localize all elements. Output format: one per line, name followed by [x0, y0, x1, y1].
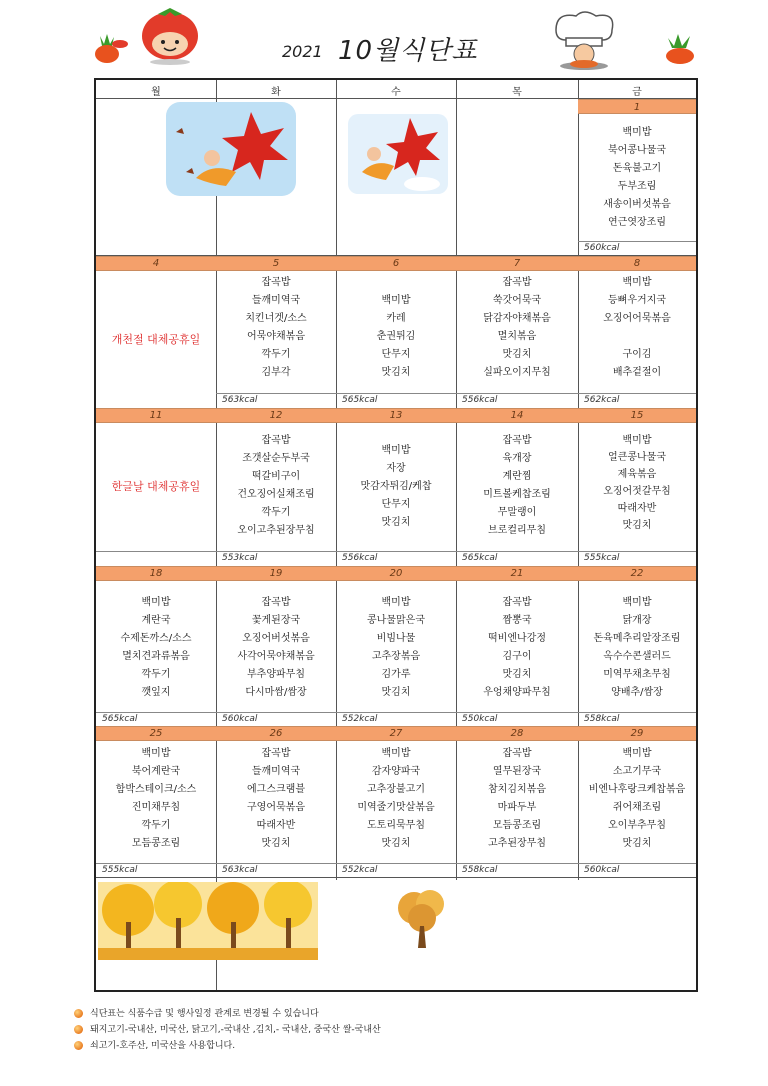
sauce-drop-icon: [110, 38, 130, 50]
weekday-wed: 수: [391, 87, 401, 98]
bullet-icon: [74, 1041, 83, 1050]
menu-item: 김구이: [502, 651, 532, 662]
date-label: 4: [152, 258, 160, 269]
menu-item: 백미밥: [622, 127, 652, 138]
menu-item: 잡곡밥: [261, 597, 291, 608]
menu-item: 건오징어실채조림: [237, 489, 315, 500]
menu-item: 춘권튀김: [376, 331, 416, 342]
autumn-girl-leaf-illustration: [348, 114, 448, 194]
menu-item: 부추양파무침: [247, 669, 305, 680]
menu-item: 배추겉절이: [612, 367, 662, 378]
date-label: 11: [149, 410, 163, 421]
note-text: 돼지고기-국내산, 미국산, 닭고기,-국내산 ,김치,- 국내산, 중국산 쌀-국내산: [90, 1025, 381, 1035]
menu-item: 잡곡밥: [502, 277, 532, 288]
date-label: 14: [510, 410, 524, 421]
menu-item: 깍두기: [261, 507, 291, 518]
menu-cell: [96, 745, 216, 853]
menu-item: 멸치볶음: [497, 331, 537, 342]
row-divider: [96, 877, 696, 878]
date-label: 1: [578, 99, 696, 114]
menu-item: 북어콩나물국: [608, 145, 666, 156]
menu-item: 백미밥: [381, 445, 411, 456]
menu-item: 미역무채초무침: [603, 669, 671, 680]
menu-item: 따래자반: [256, 820, 296, 831]
menu-cell: [578, 432, 696, 534]
kcal-label: 563kcal: [216, 863, 336, 877]
menu-item: 떡갈비구이: [251, 471, 301, 482]
menu-item: 계란찜: [502, 471, 532, 482]
menu-cell: [578, 124, 696, 232]
menu-item: 무말랭이: [497, 507, 537, 518]
menu-item: 북어계란국: [131, 766, 181, 777]
menu-item: 얼큰콩나물국: [608, 452, 666, 463]
menu-item: 구이김: [622, 349, 652, 360]
menu-item: 모듬콩조림: [492, 820, 542, 831]
menu-item: 돈육메추리알장조림: [593, 633, 681, 644]
note-item: [74, 1006, 381, 1022]
menu-item: 맛김치: [502, 349, 532, 360]
menu-item: 김부각: [261, 367, 291, 378]
menu-item: 깍두기: [261, 349, 291, 360]
menu-item: 들깨미역국: [251, 295, 301, 306]
menu-item: 오이부추무침: [608, 820, 666, 831]
menu-item: 두부조림: [617, 181, 657, 192]
kcal-label: 553kcal: [216, 551, 336, 565]
date-label: 18: [149, 568, 163, 579]
weekday-mon: 월: [151, 87, 161, 98]
note-item: [74, 1038, 381, 1054]
bullet-icon: [74, 1025, 83, 1034]
menu-item: 김가루: [381, 669, 411, 680]
menu-item: 다시마쌈/쌈장: [245, 687, 307, 698]
note-item: [74, 1022, 381, 1038]
date-label: 20: [389, 568, 403, 579]
menu-item: 미트볼케찹조림: [483, 489, 551, 500]
menu-item: 어묵야채볶음: [247, 331, 305, 342]
page-title: 10월식단표: [338, 36, 478, 66]
menu-cell: [456, 594, 578, 702]
menu-item: 꽃게된장국: [251, 615, 301, 626]
kcal-label: 555kcal: [578, 551, 696, 565]
menu-cell: [216, 274, 336, 382]
menu-item: 잡곡밥: [502, 435, 532, 446]
menu-item: 백미밥: [622, 597, 652, 608]
menu-item: 떡비엔나강정: [488, 633, 546, 644]
menu-item: 도토리묵무침: [367, 820, 425, 831]
menu-item: 백미밥: [622, 435, 652, 446]
ginkgo-tree-icon: [386, 886, 456, 954]
date-label: 15: [630, 410, 644, 421]
menu-item: 오이고추된장무침: [237, 525, 315, 536]
menu-item: 백미밥: [141, 748, 171, 759]
menu-item: 닭개장: [622, 615, 652, 626]
weekday-fri: 금: [632, 87, 642, 98]
menu-cell: [578, 745, 696, 853]
menu-item: 백미밥: [622, 748, 652, 759]
menu-item: 미역줄기맛살볶음: [357, 802, 435, 813]
menu-item: 치킨너겟/소스: [245, 313, 307, 324]
menu-cell: [578, 274, 696, 382]
menu-item: 멸치견과류볶음: [122, 651, 190, 662]
menu-item: 오징어어묵볶음: [603, 313, 671, 324]
date-label: 12: [269, 410, 283, 421]
menu-cell: [336, 745, 456, 853]
kcal-label: 550kcal: [456, 712, 578, 726]
menu-item: 마파두부: [497, 802, 537, 813]
menu-item: 우엉채양파무침: [483, 687, 551, 698]
menu-item: 백미밥: [381, 748, 411, 759]
kcal-label: 562kcal: [578, 393, 696, 407]
holiday-label: 개천절 대체공휴일: [111, 333, 201, 346]
menu-item: 비빔나물: [376, 633, 416, 644]
date-label: 8: [633, 258, 641, 269]
menu-item: 고추장불고기: [367, 784, 425, 795]
menu-item: 맛감자튀김/케찹: [360, 481, 432, 492]
menu-item: 맛김치: [261, 838, 291, 849]
menu-calendar: [94, 78, 698, 992]
kcal-label: 556kcal: [456, 393, 578, 407]
menu-item: 맛김치: [381, 687, 411, 698]
menu-item: 참치김치볶음: [488, 784, 546, 795]
notes: [74, 1006, 381, 1054]
menu-item: 짬뽕국: [502, 615, 532, 626]
menu-item: 자장: [386, 463, 406, 474]
menu-item: 잡곡밥: [261, 435, 291, 446]
kcal-label: 563kcal: [216, 393, 336, 407]
menu-cell: [456, 745, 578, 853]
menu-item: 수제돈까스/소스: [120, 633, 192, 644]
menu-item: 모듬콩조림: [131, 838, 181, 849]
kcal-label: 565kcal: [456, 551, 578, 565]
carrot-icon: [662, 32, 698, 64]
menu-item: 제육볶음: [617, 469, 657, 480]
autumn-girl-leaf-illustration: [166, 102, 296, 196]
menu-item: 따래자반: [617, 503, 657, 514]
ginkgo-trees-illustration: [98, 882, 318, 960]
kcal-label: 560kcal: [578, 241, 696, 255]
date-label: 19: [269, 568, 283, 579]
menu-item: 브로컬리무침: [488, 525, 546, 536]
menu-cell: [336, 442, 456, 532]
menu-item: 콩나물맑은국: [367, 615, 425, 626]
page-header: [0, 0, 768, 78]
kcal-label: 555kcal: [96, 863, 216, 877]
kcal-label: 552kcal: [336, 712, 456, 726]
menu-item: 함박스테이크/소스: [115, 784, 197, 795]
menu-item: 고추된장무침: [488, 838, 546, 849]
menu-cell: [456, 274, 578, 382]
menu-cell: [216, 432, 336, 540]
menu-item: 쥐어채조림: [612, 802, 662, 813]
note-text: 쇠고기-호주산, 미국산을 사용합니다.: [90, 1041, 236, 1051]
menu-item: 잡곡밥: [261, 277, 291, 288]
menu-item: 에그스크램블: [247, 784, 305, 795]
menu-item: 양배추/쌈장: [611, 687, 663, 698]
menu-item: 등뼈우거지국: [608, 295, 666, 306]
menu-item: 맛김치: [381, 367, 411, 378]
menu-item: 단무지: [381, 499, 411, 510]
menu-item: 단무지: [381, 349, 411, 360]
menu-cell: [336, 594, 456, 702]
kcal-label: [96, 551, 216, 565]
menu-item: 비엔나후랑크케찹볶음: [588, 784, 686, 795]
menu-item: 백미밥: [622, 277, 652, 288]
menu-item: 새송이버섯볶음: [603, 199, 671, 210]
menu-item: 맛김치: [381, 838, 411, 849]
menu-spacer: [578, 328, 696, 346]
menu-item: 소고기무국: [612, 766, 662, 777]
kcal-label: 565kcal: [96, 712, 216, 726]
menu-item: 맛김치: [381, 517, 411, 528]
note-text: 식단표는 식품수급 및 행사일정 관계로 변경될 수 있습니다: [90, 1009, 319, 1019]
kcal-label: 558kcal: [456, 863, 578, 877]
menu-item: 옥수수콘샐러드: [603, 651, 671, 662]
menu-item: 깻잎지: [141, 687, 171, 698]
kcal-label: 560kcal: [216, 712, 336, 726]
date-label: 6: [392, 258, 400, 269]
weekday-thu: 목: [512, 87, 522, 98]
date-label: 29: [630, 728, 644, 739]
menu-item: 고추장볶음: [371, 651, 421, 662]
menu-item: 잡곡밥: [261, 748, 291, 759]
menu-item: 맛김치: [622, 838, 652, 849]
holiday-label: 한글날 대체공휴일: [111, 480, 201, 493]
menu-item: 구영어묵볶음: [247, 802, 305, 813]
menu-cell: [456, 432, 578, 540]
menu-item: 들깨미역국: [251, 766, 301, 777]
menu-cell: [216, 594, 336, 702]
kcal-label: 552kcal: [336, 863, 456, 877]
date-label: 21: [510, 568, 524, 579]
menu-item: 맛김치: [502, 669, 532, 680]
menu-item: 육개장: [502, 453, 532, 464]
menu-item: 돈육불고기: [612, 163, 662, 174]
menu-item: 쑥갓어묵국: [492, 295, 542, 306]
menu-item: 감자양파국: [371, 766, 421, 777]
menu-item: 사각어묵야채볶음: [237, 651, 315, 662]
menu-item: 실파오이지무침: [483, 367, 551, 378]
bullet-icon: [74, 1009, 83, 1018]
menu-item: 깍두기: [141, 820, 171, 831]
menu-item: 열무된장국: [492, 766, 542, 777]
date-label: 27: [389, 728, 403, 739]
menu-cell: [96, 594, 216, 702]
menu-item: 조갯살순두부국: [242, 453, 310, 464]
menu-item: 백미밥: [381, 597, 411, 608]
kcal-label: 565kcal: [336, 393, 456, 407]
menu-item: 계란국: [141, 615, 171, 626]
menu-item: 잡곡밥: [502, 748, 532, 759]
title-year: 2021: [282, 42, 323, 61]
date-label: 26: [269, 728, 283, 739]
kcal-label: 556kcal: [336, 551, 456, 565]
date-label: 25: [149, 728, 163, 739]
date-label: 13: [389, 410, 403, 421]
weekday-tue: 화: [271, 87, 281, 98]
date-label: 28: [510, 728, 524, 739]
menu-item: 진미채무침: [131, 802, 181, 813]
chef-hat-icon: [546, 8, 622, 72]
date-label: 7: [513, 258, 521, 269]
menu-item: 잡곡밥: [502, 597, 532, 608]
menu-item: 백미밥: [141, 597, 171, 608]
menu-cell: [216, 745, 336, 853]
date-label: 5: [272, 258, 280, 269]
menu-item: 맛김치: [622, 520, 652, 531]
menu-item: 깍두기: [141, 669, 171, 680]
date-label: 22: [630, 568, 644, 579]
kcal-label: 560kcal: [578, 863, 696, 877]
menu-item: 백미밥: [381, 295, 411, 306]
kcal-label: 558kcal: [578, 712, 696, 726]
menu-item: 카레: [386, 313, 406, 324]
menu-item: 연근엿장조림: [608, 217, 666, 228]
menu-item: 닭감자야채볶음: [483, 313, 551, 324]
menu-cell: [578, 594, 696, 702]
menu-cell: [336, 292, 456, 382]
menu-item: 오징어젓갈무침: [603, 486, 671, 497]
menu-item: 오징어버섯볶음: [242, 633, 310, 644]
tomato-chef-icon: [130, 6, 210, 66]
